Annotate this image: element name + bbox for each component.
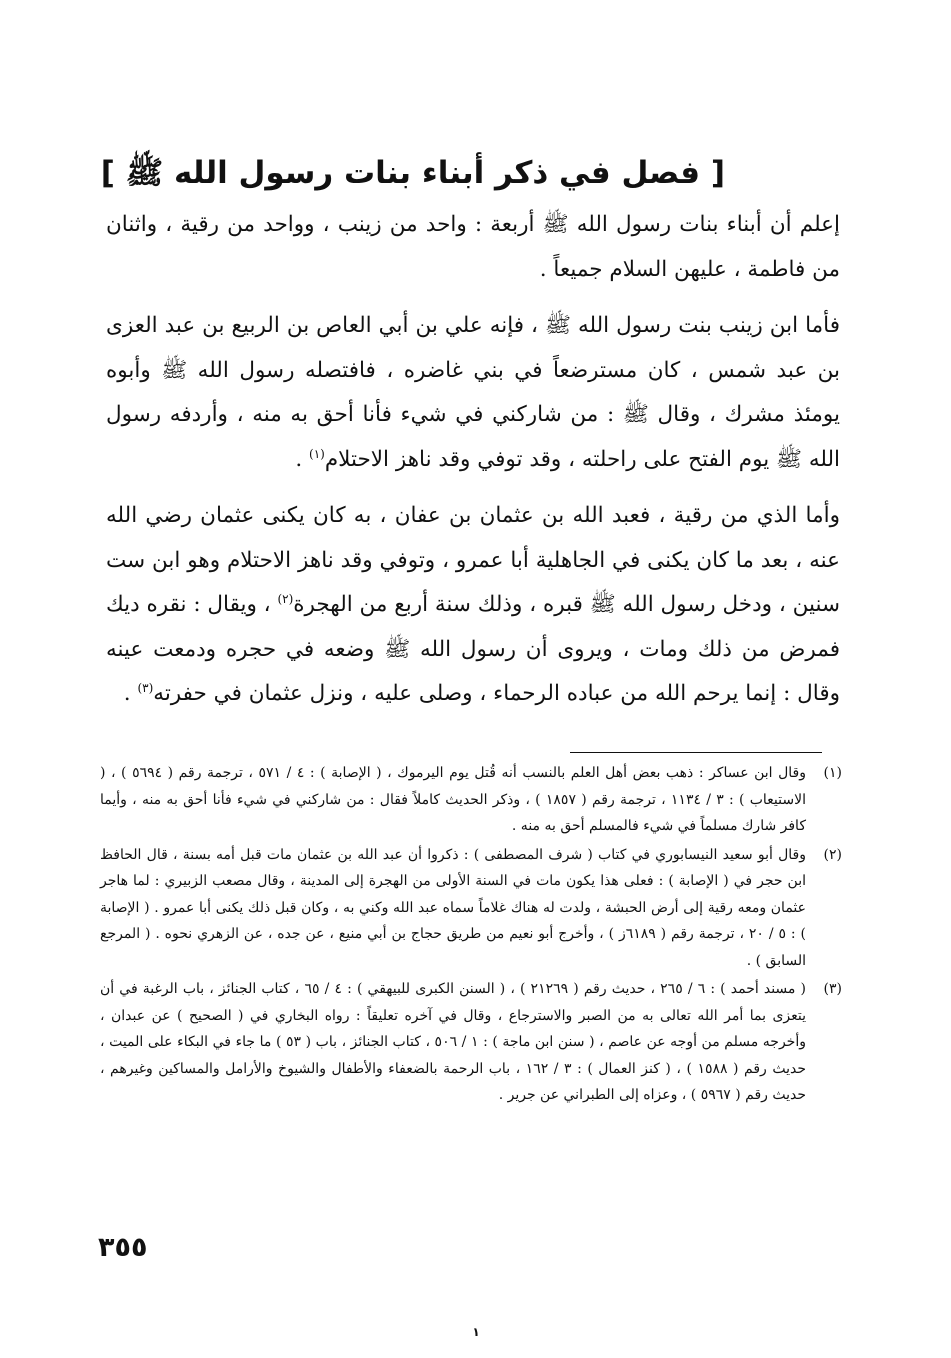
footnote-separator	[570, 752, 822, 753]
footnote-text: وقال أبو سعيد النيسابوري في كتاب ( شرف المصطفى ) : ذكروا أن عبد الله بن عثمان مات قبل أمه بسنة ، قال الحافظ ابن حجر في ( الإصابة ) : فعلى هذا يكون مات في السنة الأولى من الهجرة إلى المدينة ، وقال مصعب الزبيري : لما هاجر عثمان ومعه رقية إلى أرض الحبشة ، ولدت له هناك غلاماً سماه عبد الله وكني به ، وكان قبل ذلك يكنى أبا عمرو . ( الإصابة ) : ٥ / ٢٠ ، ترجمة رقم ( ٦١٨٩ز ) ، وأخرج أبو نعيم من طريق حجاج بن أبي منيع ، عن جده ، عن الزهري نحوه . ( المرجع السابق ) .	[100, 846, 806, 969]
footnote-3	[100, 976, 842, 1109]
footnote-ref-2[interactable]: (٢)	[277, 591, 294, 606]
paragraph-3-tail: ، ويقال : نقره ديك فمرض من ذلك ومات ، ويروى أن رسول الله ﷺ وضعه في حجره ودمعت عينه وقال : إنما يرحم الله من عباده الرحماء ، وصلى عليه ، ونزل عثمان في حفرته	[106, 592, 840, 706]
main-text	[106, 203, 840, 717]
footnote-number: (٣)	[823, 981, 842, 997]
footnotes	[100, 760, 842, 1111]
page-number: ٣٥٥	[98, 1232, 148, 1263]
footnote-number: (١)	[823, 765, 842, 781]
footnote-1	[100, 760, 842, 840]
paragraph-1-text: إعلم أن أبناء بنات رسول الله ﷺ أربعة : واحد من زينب ، وواحد من رقية ، واثنان من فاطمة ، عليهن السلام جميعاً .	[106, 212, 840, 282]
section-title: [ فصل في ذكر أبناء بنات رسول الله ﷺ ]	[100, 155, 725, 191]
paragraph-2-text: فأما ابن زينب بنت رسول الله ﷺ ، فإنه علي بن أبي العاص بن الربيع بن عبد العزى بن عبد شمس ، كان مسترضعاً في بني غاضره ، فافتصله رسول الله ﷺ وأبوه يومئذ مشرك ، وقال ﷺ : من شاركني في شيء فأنا أحق به منه ، وأردفه رسول الله ﷺ يوم الفتح على راحلته ، وقد توفي وقد ناهز الاحتلام	[106, 313, 840, 472]
footnote-ref-1[interactable]: (١)	[309, 446, 325, 461]
bottom-signature-mark: ١	[472, 1325, 480, 1339]
footnote-2	[100, 842, 842, 975]
footnote-number: (٢)	[823, 846, 842, 863]
paragraph-2-tail: .	[295, 446, 310, 472]
paragraph-3	[106, 494, 840, 717]
paragraph-1	[106, 203, 840, 292]
footnote-text: ( مسند أحمد ) : ٦ / ٢٦٥ ، حديث رقم ( ٢١٢٦٩ ) ، ( السنن الكبرى للبيهقي ) : ٤ / ٦٥ ، كتاب الجنائز ، باب الرغبة في أن يتعزى بما أمر الله تعالى به من الصبر والاسترجاع ، وقال في آخره تعليقاً : رواه البخاري في ( الصحيح ) عن عبدان ، وأخرجه مسلم من أوجه عن عاصم ، ( سنن ابن ماجة ) : ١ / ٥٠٦ ، كتاب الجنائز ، باب ( ٥٣ ) ما جاء في البكاء على الميت ، حديث رقم ( ١٥٨٨ ) ، ( كنز العمال ) : ٣ / ١٦٢ ، باب الرحمة بالضعفاء والأطفال والشيوخ والأرامل والمساكين وغيرهم ، حديث رقم ( ٥٩٦٧ ) ، وعزاه إلى الطبراني عن جرير .	[100, 981, 807, 1103]
footnote-ref-3[interactable]: (٣)	[137, 680, 154, 695]
paragraph-3-text: وأما الذي من رقية ، فعبد الله بن عثمان بن عفان ، به كان يكنى عثمان رضي الله عنه ، بعد ما كان يكنى في الجاهلية أبا عمرو ، وتوفي وقد ناهز الاحتلام وهو ابن ست سنين ، ودخل رسول الله ﷺ قبره ، وذلك سنة أربع من الهجرة	[106, 503, 840, 617]
paragraph-2	[106, 304, 840, 482]
footnote-text: وقال ابن عساكر : ذهب بعض أهل العلم بالنسب أنه قُتل يوم اليرموك ، ( الإصابة ) : ٤ / ٥٧١ ، ترجمة رقم ( ٥٦٩٤ ) ، ( الاستيعاب ) : ٣ / ١١٣٤ ، ترجمة رقم ( ١٨٥٧ ) ، وذكر الحديث كاملاً فقال : من شاركني في شيء فأنا أحق به منه ، وأيما كافر شارك مسلماً في شيء فالمسلم أحق به منه .	[100, 765, 806, 834]
paragraph-3-tail-2: .	[123, 681, 138, 706]
